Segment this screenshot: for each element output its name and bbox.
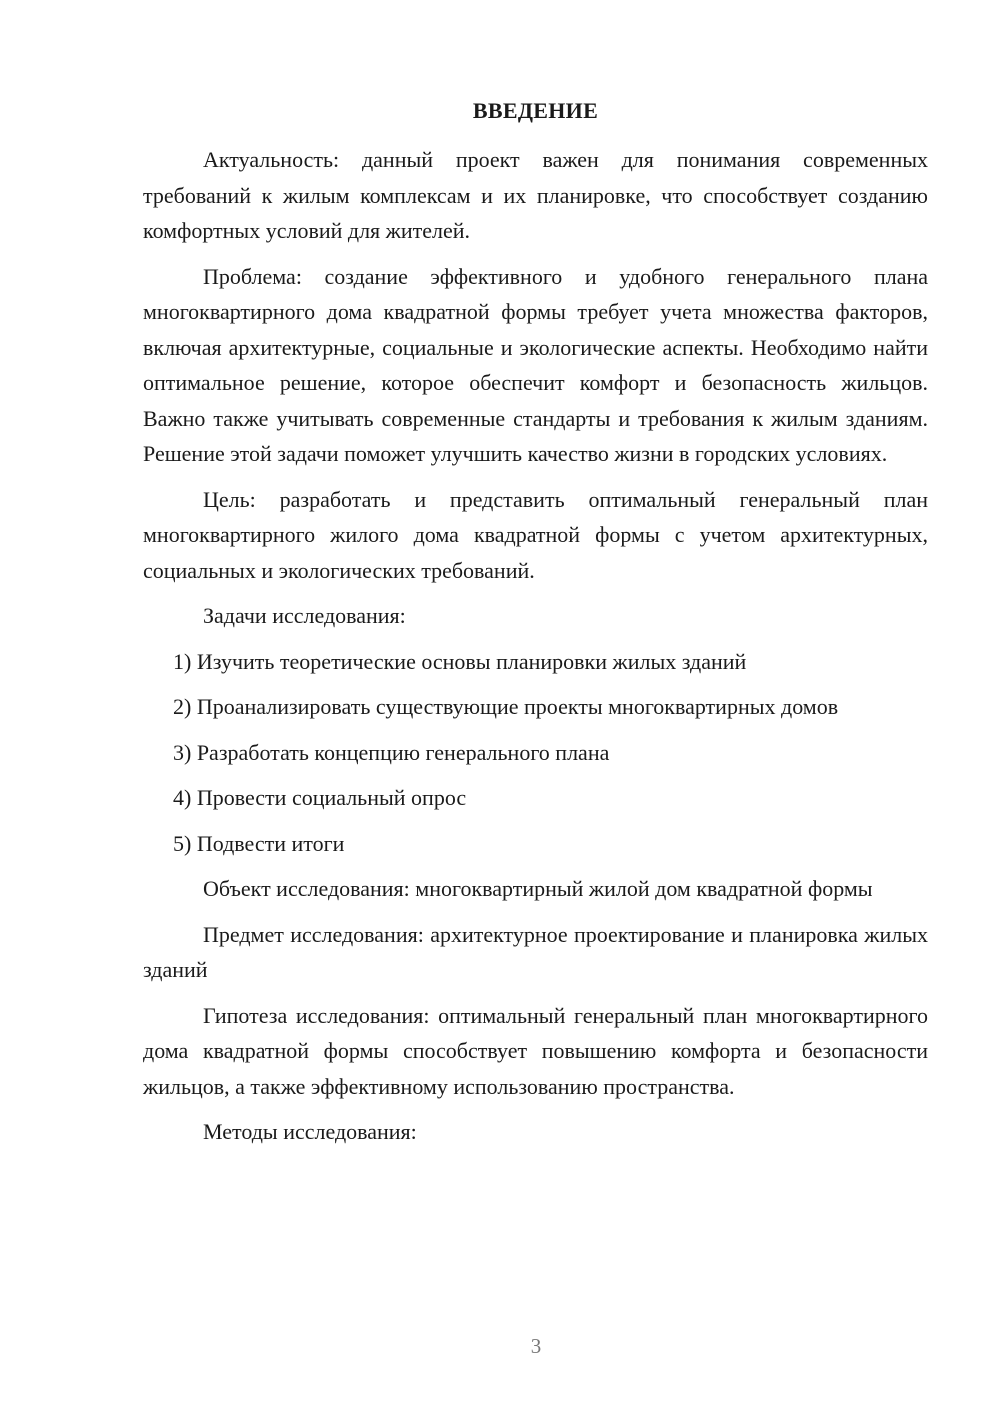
- hypothesis-paragraph: Гипотеза исследования: оптимальный генеральный план многоквартирного дома квадратной формы способствует повышению комфорта и безопасности жильцов, а также эффективному использованию пространства.: [143, 1002, 928, 1099]
- relevance-paragraph: Актуальность: данный проект важен для понимания современных требований к жилым комплексам и их планировке, что способствует созданию комфортных условий для жителей.: [143, 147, 928, 243]
- document-body: [143, 96, 928, 1160]
- task-item-4: 4) Провести социальный опрос: [173, 785, 467, 810]
- section-title: ВВЕДЕНИЕ: [472, 98, 599, 123]
- subject-paragraph: Предмет исследования: архитектурное проектирование и планировка жилых зданий: [143, 921, 928, 982]
- tasks-heading: Задачи исследования:: [203, 603, 406, 628]
- methods-heading: Методы исследования:: [203, 1119, 417, 1144]
- task-item-2: 2) Проанализировать существующие проекты многоквартирных домов: [173, 694, 839, 719]
- task-item-5: 5) Подвести итоги: [173, 830, 345, 856]
- problem-paragraph: Проблема: создание эффективного и удобного генерального плана многоквартирного дома квадратной формы требует учета множества факторов, включая архитектурные, социальные и экологические аспекты. Необходимо найти оптимальное решение, которое обеспечит комфорт и безопасность жильцов. Важно также учитывать современные стандарты и требования к жилым зданиям. Решение этой задачи поможет улучшить качество жизни в городских условиях.: [143, 263, 928, 466]
- page-number: 3: [530, 1334, 542, 1358]
- task-item-1: 1) Изучить теоретические основы планировки жилых зданий: [173, 648, 747, 674]
- goal-paragraph: Цель: разработать и представить оптимальный генеральный план многоквартирного жилого дома квадратной формы с учетом архитектурных, социальных и экологических требований.: [143, 486, 928, 583]
- task-item-3: 3) Разработать концепцию генерального плана: [173, 739, 610, 765]
- object-paragraph: Объект исследования: многоквартирный жилой дом квадратной формы: [203, 876, 873, 901]
